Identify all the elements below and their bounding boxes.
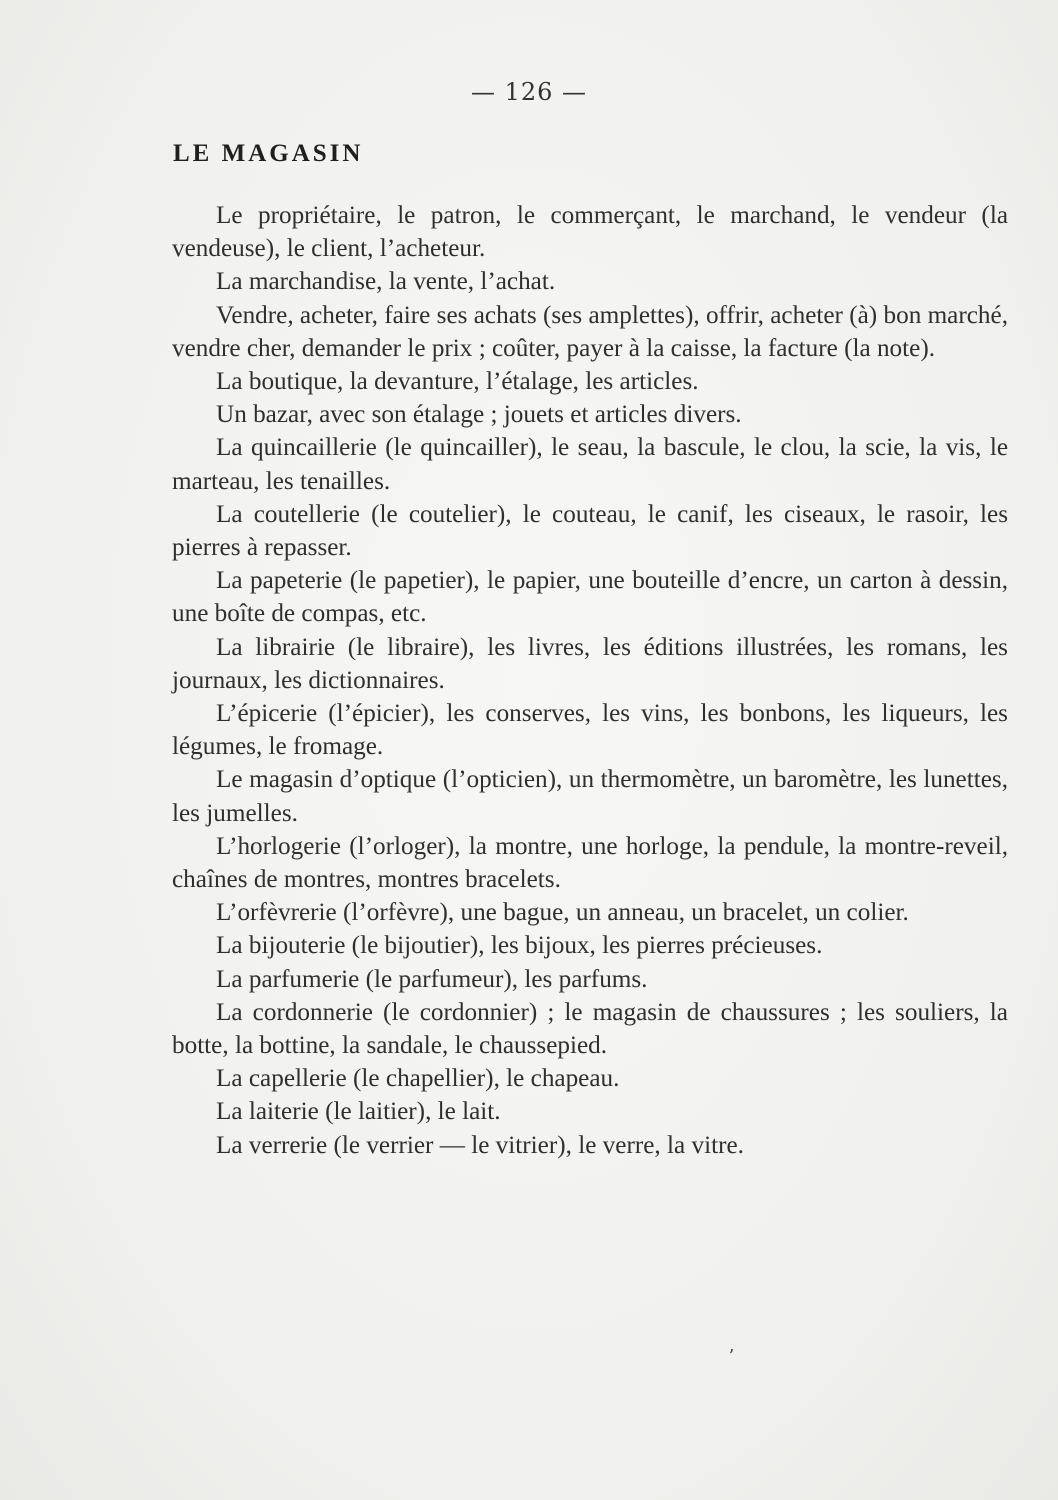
paragraph: La boutique, la devanture, l’étalage, les articles.: [216, 368, 699, 396]
vocabulary-text: [172, 199, 1008, 1162]
paragraph: La cordonnerie (le cordonnier) ; le magasin de chaussures ; les souliers, la botte, la bottine, la sandale, le chaussepied.: [172, 998, 1008, 1060]
ink-mark: ʼ: [728, 1346, 734, 1367]
paragraph: La coutellerie (le coutelier), le couteau, le canif, les ciseaux, le rasoir, les pierres à repasser.: [172, 500, 1008, 562]
paragraph: L’épicerie (l’épicier), les conserves, les vins, les bonbons, les liqueurs, les légumes, le fromage.: [172, 700, 1008, 761]
paragraph: Un bazar, avec son étalage ; jouets et articles divers.: [216, 401, 742, 429]
paragraph: La papeterie (le papetier), le papier, une bouteille d’encre, un carton à dessin, une boîte de compas, etc.: [172, 567, 1008, 628]
paragraph: L’orfèvrerie (l’orfèvre), une bague, un anneau, un bracelet, un colier.: [216, 899, 909, 927]
paragraph: La verrerie (le verrier — le vitrier), le verre, la vitre.: [216, 1131, 744, 1159]
paragraph: L’horlogerie (l’orloger), la montre, une horloge, la pendule, la montre-reveil, chaînes de montres, montres bracelets.: [172, 832, 1008, 894]
paragraph: La parfumerie (le parfumeur), les parfums.: [216, 965, 648, 993]
paragraph: Vendre, acheter, faire ses achats (ses amplettes), offrir, acheter (à) bon marché, vendre cher, demander le prix ; coûter, payer à la caisse, la facture (la note).: [172, 301, 1008, 362]
paragraph: Le magasin d’optique (l’opticien), un thermomètre, un baromètre, les lunettes, les jumelles.: [172, 766, 1008, 827]
paragraph: Le propriétaire, le patron, le commerçant, le marchand, le vendeur (la vendeuse), le client, l’acheteur.: [172, 202, 1008, 263]
page-number: — 126 —: [470, 78, 588, 106]
paragraph: La marchandise, la vente, l’achat.: [216, 268, 556, 296]
paragraph: La quincaillerie (le quincailler), le seau, la bascule, le clou, la scie, la vis, le marteau, les tenailles.: [172, 434, 1008, 495]
paragraph: La laiterie (le laitier), le lait.: [216, 1098, 501, 1126]
section-heading: LE MAGASIN: [173, 140, 364, 167]
paragraph: La librairie (le libraire), les livres, les éditions illustrées, les romans, les journaux, les dictionnaires.: [172, 633, 1008, 694]
paragraph: La bijouterie (le bijoutier), les bijoux, les pierres précieuses.: [216, 932, 823, 960]
paragraph: La capellerie (le chapellier), le chapeau.: [216, 1065, 620, 1093]
